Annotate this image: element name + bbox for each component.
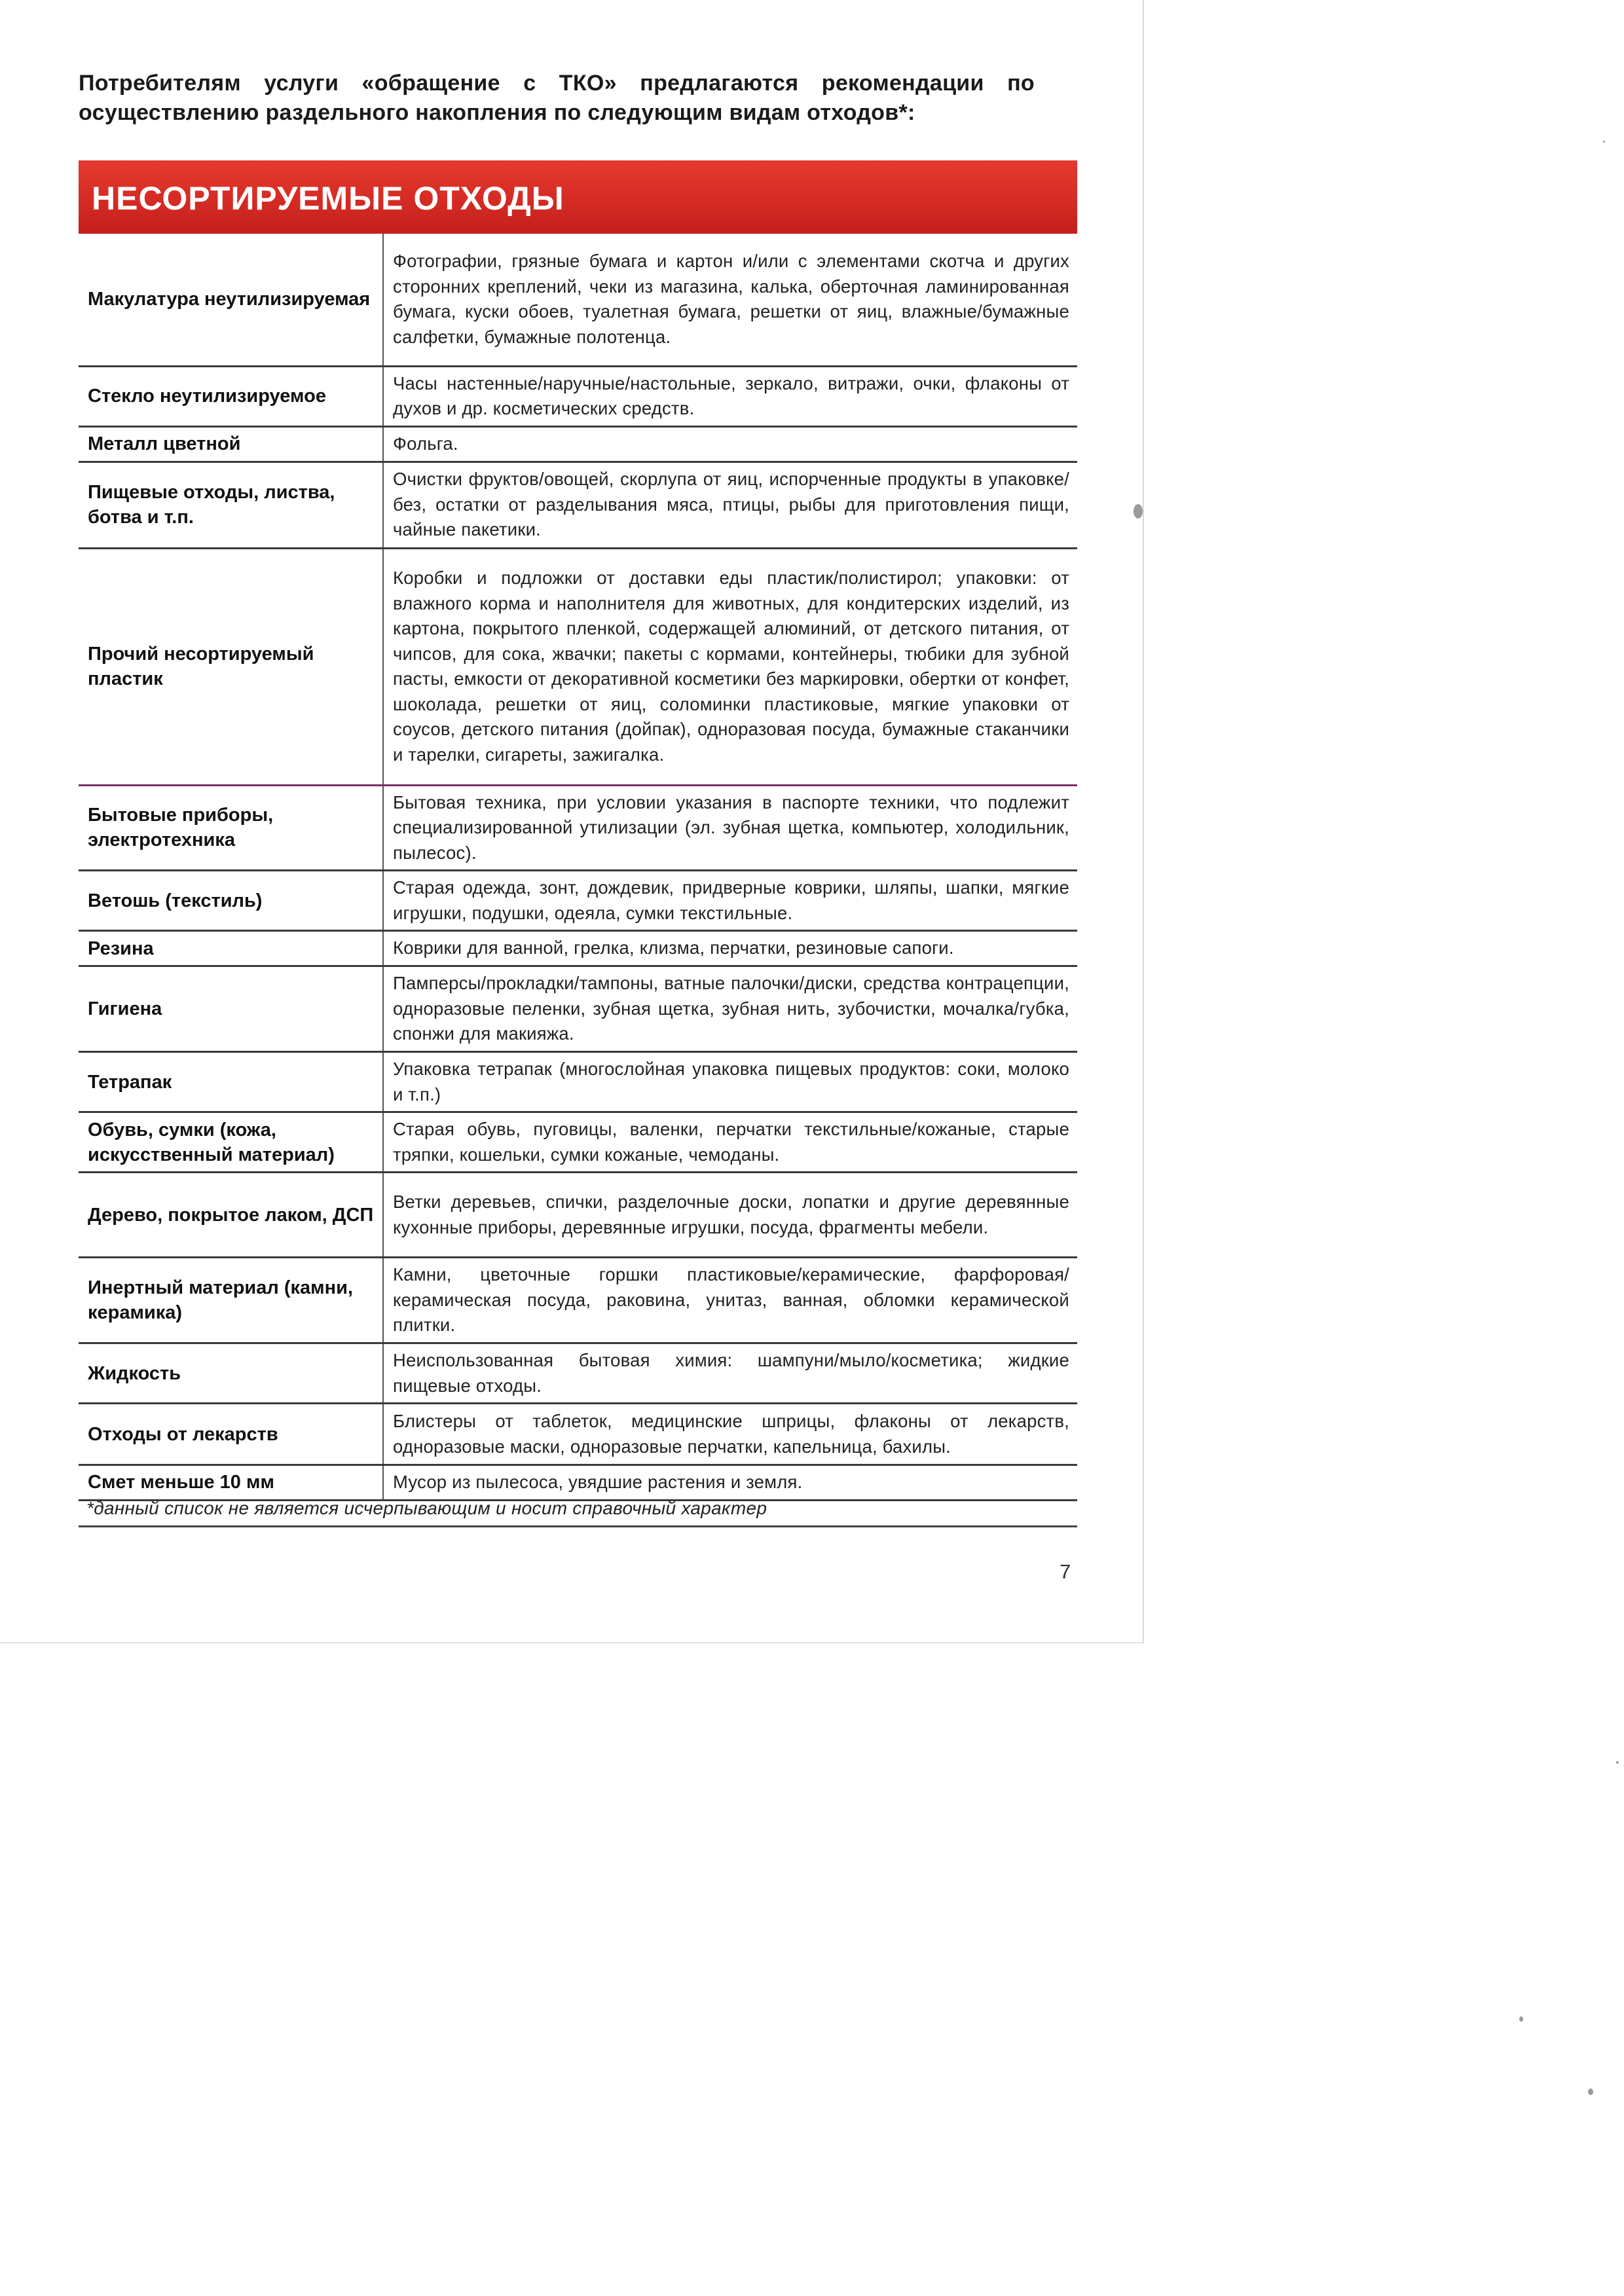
description-cell: Старая обувь, пуговицы, валенки, перчатки текстильные/кожаные, старые тряпки, кошельки, сумки кожаные, чемоданы.: [393, 1119, 1069, 1165]
description-cell: Камни, цветочные горшки пластиковые/керамические, фарфоровая/керамическая посуда, раковина, унитаз, ванная, обломки керамической плитки.: [393, 1264, 1069, 1336]
scan-speck: [1134, 504, 1143, 519]
page-edge-bottom: [0, 1642, 1144, 1643]
table-row: [79, 966, 1077, 1052]
table-row: [79, 548, 1077, 785]
waste-table: [79, 234, 1077, 1501]
description-cell: Памперсы/прокладки/тампоны, ватные палочки/диски, средства контрацепции, одноразовые пеленки, зубная щетка, зубная нить, зубочистки, мочалка/губка, спонжи для макияжа.: [393, 973, 1069, 1044]
description-cell: Часы настенные/наручные/настольные, зеркало, витражи, очки, флаконы от духов и др. косметических средств.: [393, 373, 1069, 418]
table-row: [79, 1052, 1077, 1112]
description-cell: Коробки и подложки от доставки еды пластик/полистирол; упаковки: от влажного корма и наполнителя для животных, для кондитерских изделий, из картона, покрытого пленкой, содержащей алюминий, от детского питания, от чипсов, для сока, жвачки; пакеты с кормами, контейнеры, тюбики для зубной пасты, емкости от декоративной косметики без маркировки, обертки от конфет, шоколада, решетки от яиц, соломинки пластиковые, мягкие упаковки от соусов, детского питания (дойпак), одноразовая посуда, бумажные стаканчики и тарелки, сигареты, зажигалка.: [393, 568, 1069, 765]
category-cell: Стекло неутилизируемое: [79, 366, 383, 426]
description-cell: Бытовая техника, при условии указания в паспорте техники, что подлежит специализированной утилизации (эл. зубная щетка, компьютер, холодильник, пылесос).: [393, 792, 1069, 863]
category-cell: Смет меньше 10 мм: [79, 1465, 383, 1501]
table-row: [79, 1258, 1077, 1343]
footnote-divider: [79, 1525, 1077, 1527]
table-row: [79, 366, 1077, 426]
page-number: 7: [1060, 1560, 1071, 1583]
description-cell: Мусор из пылесоса, увядшие растения и земля.: [393, 1472, 803, 1492]
scan-speck: [1588, 2088, 1593, 2095]
table-row: [79, 462, 1077, 548]
section-banner: [79, 160, 1077, 234]
table-row: [79, 1465, 1077, 1501]
category-cell: Гигиена: [79, 966, 383, 1052]
category-cell: Инертный материал (камни, керамика): [79, 1258, 383, 1343]
intro-paragraph: Потребителям услуги «обращение с ТКО» предлагаются рекомендации по осуществлению раздельного накопления по следующим видам отходов*:: [79, 71, 1035, 125]
table-row: [79, 426, 1077, 462]
category-cell: Прочий несортируемый пластик: [79, 548, 383, 785]
table-row: [79, 234, 1077, 366]
category-cell: Обувь, сумки (кожа, искусственный материал): [79, 1112, 383, 1173]
description-cell: Старая одежда, зонт, дождевик, придверные коврики, шляпы, шапки, мягкие игрушки, подушки, одеяла, сумки текстильные.: [393, 877, 1069, 923]
table-row: [79, 1112, 1077, 1173]
description-cell: Очистки фруктов/овощей, скорлупа от яиц, испорченные продукты в упаковке/без, остатки от разделывания мяса, птицы, рыбы для приготовления пищи, чайные пакетики.: [393, 469, 1069, 540]
category-cell: Ветошь (текстиль): [79, 871, 383, 931]
description-cell: Упаковка тетрапак (многослойная упаковка пищевых продуктов: соки, молоко и т.п.): [393, 1059, 1069, 1104]
category-cell: Бытовые приборы, электротехника: [79, 785, 383, 871]
category-cell: Отходы от лекарств: [79, 1404, 383, 1465]
scan-speck: [1519, 2016, 1523, 2022]
table-row: [79, 1173, 1077, 1258]
description-cell: Коврики для ванной, грелка, клизма, перчатки, резиновые сапоги.: [393, 938, 954, 958]
table-row: [79, 1343, 1077, 1404]
table-row: [79, 785, 1077, 871]
table-row: [79, 871, 1077, 931]
section-title: НЕСОРТИРУЕМЫЕ ОТХОДЫ: [92, 180, 564, 217]
category-cell: Дерево, покрытое лаком, ДСП: [79, 1173, 383, 1258]
category-cell: Металл цветной: [79, 426, 383, 462]
table-row: [79, 931, 1077, 966]
category-cell: Жидкость: [79, 1343, 383, 1404]
description-cell: Неиспользованная бытовая химия: шампуни/мыло/косметика; жидкие пищевые отходы.: [393, 1350, 1069, 1396]
table-row: [79, 1404, 1077, 1465]
category-cell: Макулатура неутилизируемая: [79, 234, 383, 366]
scan-speck: [1603, 141, 1605, 143]
category-cell: Резина: [79, 931, 383, 966]
description-cell: Фольга.: [393, 433, 458, 454]
category-cell: Тетрапак: [79, 1052, 383, 1112]
page-edge-right: [1143, 0, 1144, 1643]
scan-speck: [1616, 1761, 1619, 1764]
category-cell: Пищевые отходы, листва, ботва и т.п.: [79, 462, 383, 548]
description-cell: Ветки деревьев, спички, разделочные доски, лопатки и другие деревянные кухонные приборы, деревянные игрушки, посуда, фрагменты мебели.: [393, 1192, 1069, 1237]
description-cell: Блистеры от таблеток, медицинские шприцы, флаконы от лекарств, одноразовые маски, одноразовые перчатки, капельница, бахилы.: [393, 1411, 1069, 1457]
description-cell: Фотографии, грязные бумага и картон и/или с элементами скотча и других сторонних креплений, чеки из магазина, калька, оберточная ламинированная бумага, куски обоев, туалетная бумага, решетки от яиц, влажные/бумажные салфетки, бумажные полотенца.: [393, 251, 1069, 347]
footnote: *данный список не является исчерпывающим и носит справочный характер: [86, 1498, 767, 1518]
